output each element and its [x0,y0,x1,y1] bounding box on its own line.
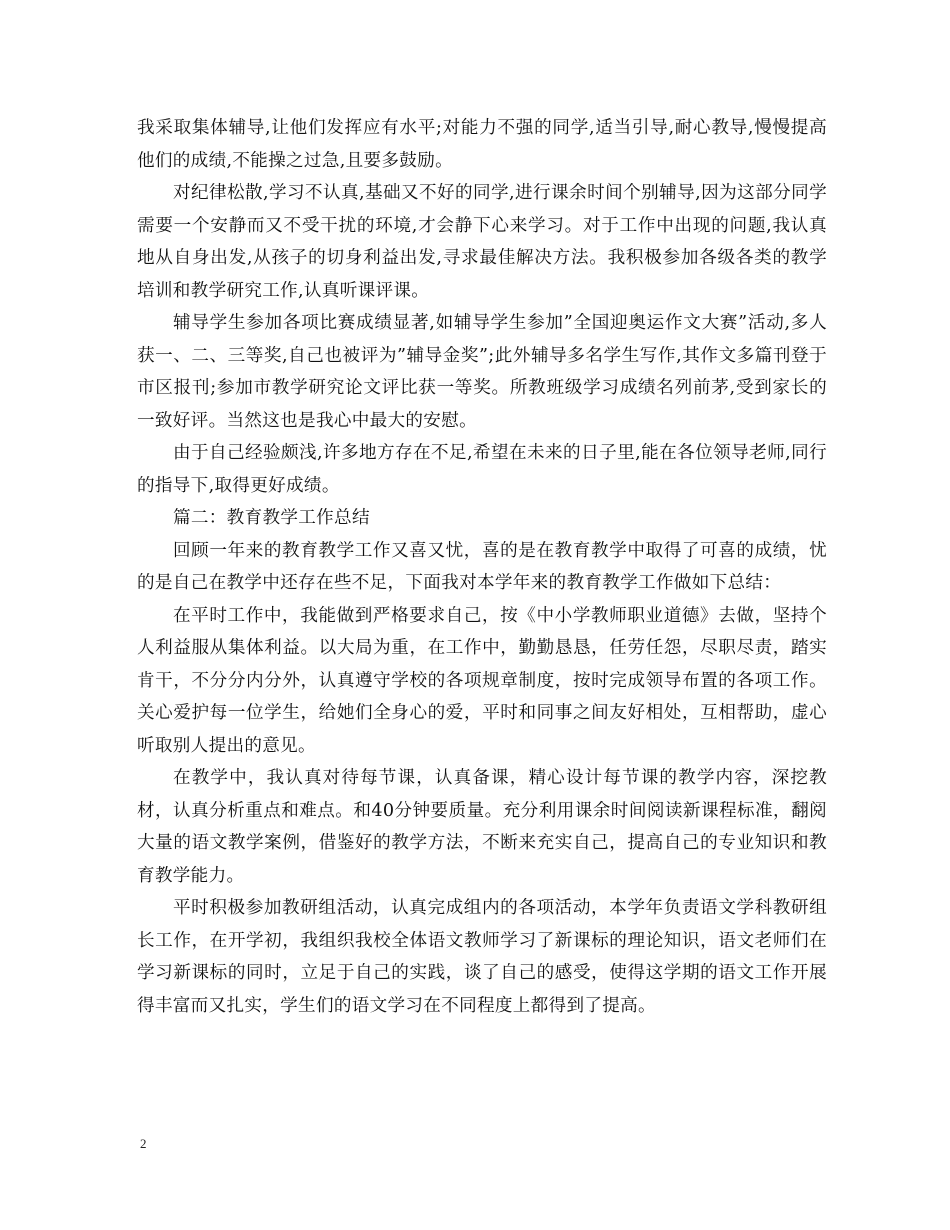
paragraph-individual-tutoring: 对纪律松散,学习不认真,基础又不好的同学,进行课余时间个别辅导,因为这部分同学需要一个安静而又不受干扰的环境,才会静下心来学习。对于工作中出现的问题,我认真地从自身出发,从孩子的切身利益出发,寻求最佳解决方法。我积极参加各级各类的教学培训和教学研究工作,认真听课评课。 [137,183,827,301]
paragraph-closing-wish: 由于自己经验颇浅,许多地方存在不足,希望在未来的日子里,能在各位领导老师,同行的指导下,取得更好成绩。 [137,443,827,496]
paragraph-research-group: 平时积极参加教研组活动，认真完成组内的各项活动，本学年负责语文学科教研组长工作，在开学初，我组织我校全体语文教师学习了新课标的理论知识，语文老师们在学习新课标的同时，立足于自己的实践，谈了自己的感受，使得这学期的语文工作开展得丰富而又扎实，学生们的语文学习在不同程度上都得到了提高。 [137,898,827,1016]
paragraph-competition-results: 辅导学生参加各项比赛成绩显著,如辅导学生参加”全国迎奥运作文大赛”活动,多人获一、二、三等奖,自己也被评为”辅导金奖”;此外辅导多名学生写作,其作文多篇刊登于市区报刊;参加市教学研究论文评比获一等奖。所教班级学习成绩名列前茅,受到家长的一致好评。当然这也是我心中最大的安慰。 [137,313,827,431]
section-heading: 篇二：教育教学工作总结 [173,508,370,528]
paragraph-daily-work: 在平时工作中，我能做到严格要求自己，按《中小学教师职业道德》去做，坚持个人利益服从集体利益。以大局为重，在工作中，勤勤恳恳，任劳任怨，尽职尽责，踏实肯干，不分分内分外，认真遵守学校的各项规章制度，按时完成领导布置的各项工作。关心爱护每一位学生，给她们全身心的爱，平时和同事之间友好相处，互相帮助，虚心听取别人提出的意见。 [137,605,827,756]
page-number: 2 [140,1136,147,1151]
document-body [137,112,827,1022]
paragraph-review-intro: 回顾一年来的教育教学工作又喜又忧，喜的是在教育教学中取得了可喜的成绩，忧的是自己在教学中还存在些不足，下面我对本学年来的教育教学工作做如下总结： [137,540,827,593]
paragraph-teaching: 在教学中，我认真对待每节课，认真备课，精心设计每节课的教学内容，深挖教材，认真分析重点和难点。和40分钟要质量。充分利用课余时间阅读新课程标准，翻阅大量的语文教学案例，借鉴好的教学方法，不断来充实自己，提高自己的专业知识和教育教学能力。 [137,768,827,886]
paragraph-continuation: 我采取集体辅导,让他们发挥应有水平;对能力不强的同学,适当引导,耐心教导,慢慢提高他们的成绩,不能操之过急,且要多鼓励。 [137,118,827,171]
